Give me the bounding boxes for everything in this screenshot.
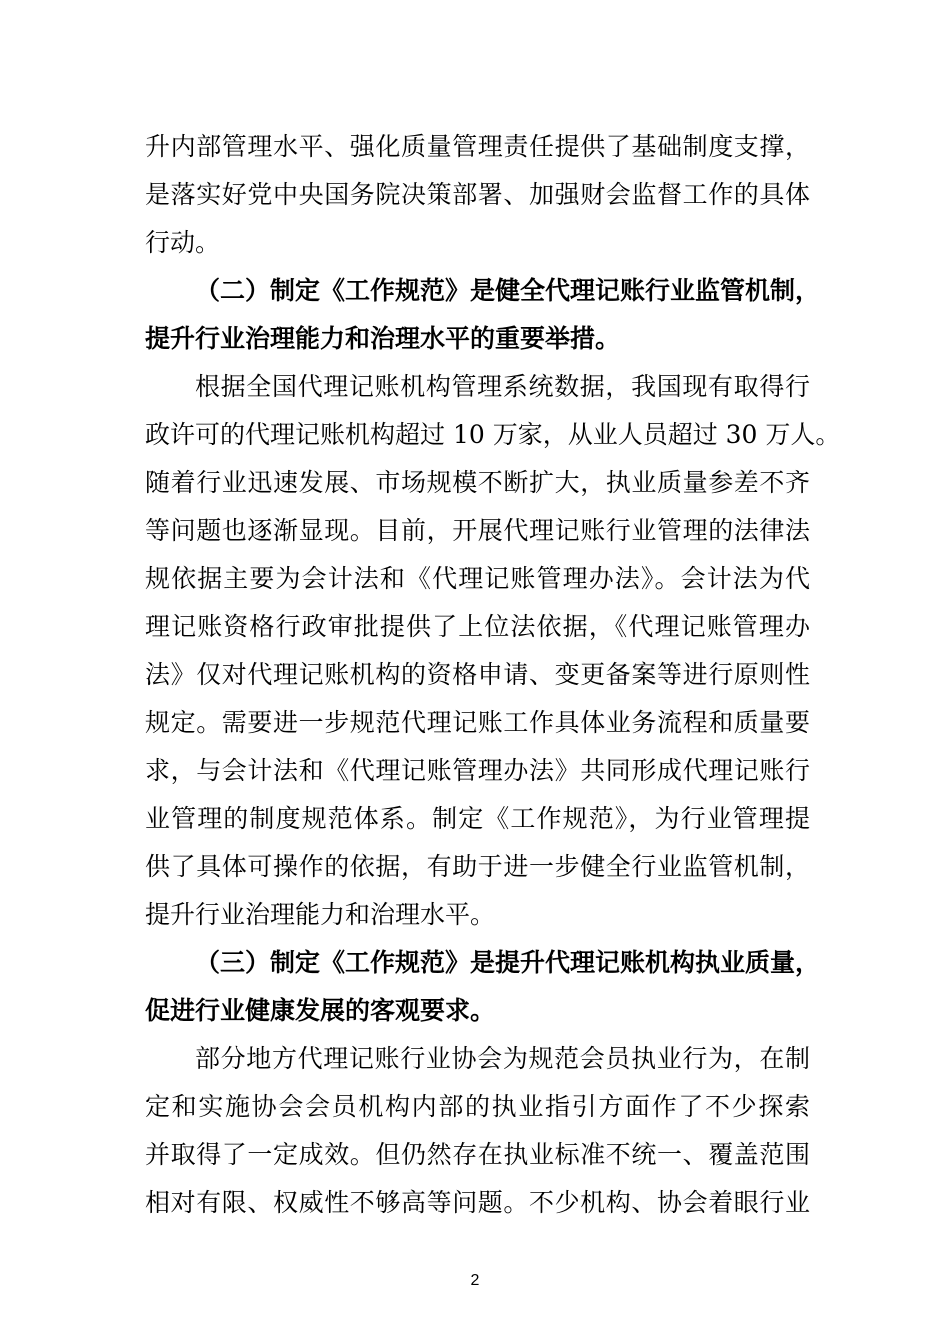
paragraph-line: 根据全国代理记账机构管理系统数据，我国现有取得行 [195, 372, 810, 401]
page-number: 2 [470, 1272, 480, 1289]
paragraph-line: 法》仅对代理记账机构的资格申请、变更备案等进行原则性 [145, 660, 810, 689]
paragraph-line: 部分地方代理记账行业协会为规范会员执业行为，在制 [195, 1044, 810, 1073]
section-heading-line: （二）制定《工作规范》是健全代理记账行业监管机制， [195, 276, 821, 305]
paragraph-line: 行动。 [145, 228, 221, 257]
paragraph-line: 升内部管理水平、强化质量管理责任提供了基础制度支撑， [145, 132, 810, 161]
paragraph-line: 并取得了一定成效。但仍然存在执业标准不统一、覆盖范围 [145, 1140, 810, 1169]
paragraph-line: 理记账资格行政审批提供了上位法依据，《代理记账管理办 [145, 612, 810, 641]
paragraph-line: 相对有限、权威性不够高等问题。不少机构、协会着眼行业 [145, 1188, 810, 1217]
paragraph-line: 规依据主要为会计法和《代理记账管理办法》。会计法为代 [145, 564, 810, 593]
paragraph-line: 定和实施协会会员机构内部的执业指引方面作了不少探索 [145, 1092, 810, 1121]
section-heading-line: （三）制定《工作规范》是提升代理记账机构执业质量， [195, 948, 821, 977]
paragraph-line: 随着行业迅速发展、市场规模不断扩大，执业质量参差不齐 [145, 468, 810, 497]
paragraph-line: 供了具体可操作的依据，有助于进一步健全行业监管机制， [145, 852, 810, 881]
paragraph-line: 业管理的制度规范体系。制定《工作规范》，为行业管理提 [145, 804, 810, 833]
paragraph-line: 求，与会计法和《代理记账管理办法》共同形成代理记账行 [145, 756, 810, 785]
paragraph-line: 政许可的代理记账机构超过 10 万家，从业人员超过 30 万人。 [145, 420, 841, 449]
paragraph-line: 规定。需要进一步规范代理记账工作具体业务流程和质量要 [145, 708, 810, 737]
section-heading-line: 促进行业健康发展的客观要求。 [145, 996, 496, 1025]
section-heading-line: 提升行业治理能力和治理水平的重要举措。 [145, 324, 621, 353]
paragraph-line: 提升行业治理能力和治理水平。 [145, 900, 496, 929]
paragraph-line: 是落实好党中央国务院决策部署、加强财会监督工作的具体 [145, 180, 810, 209]
paragraph-line: 等问题也逐渐显现。目前，开展代理记账行业管理的法律法 [145, 516, 810, 545]
